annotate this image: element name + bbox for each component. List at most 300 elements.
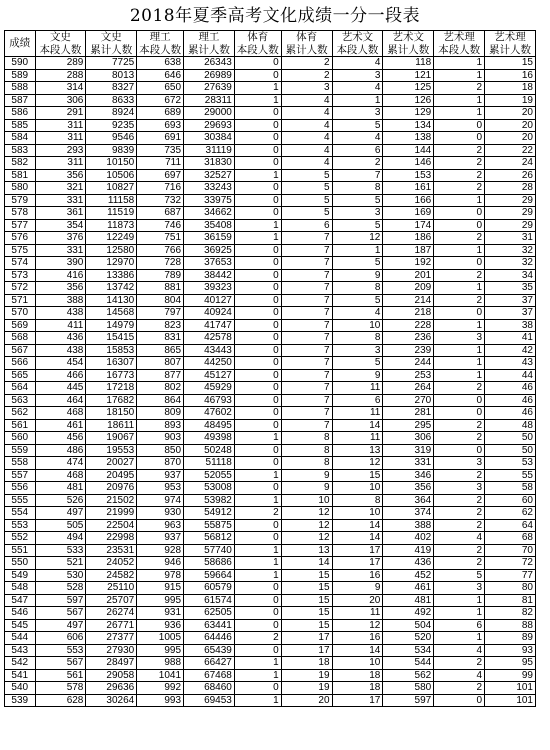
score-cell: 554 [5,507,36,520]
count-cell: 15415 [86,332,137,345]
column-header [184,31,235,57]
table-row [5,369,536,382]
count-cell: 3 [434,582,485,595]
count-cell: 0 [434,307,485,320]
count-cell: 288 [35,69,86,82]
column-header-line1: 文史 [100,31,122,43]
count-cell: 43 [485,357,536,370]
column-header-line1: 文史 [49,31,71,43]
count-cell: 993 [137,694,184,707]
count-cell: 4 [434,532,485,545]
count-cell: 47602 [184,407,235,420]
score-cell: 568 [5,332,36,345]
count-cell: 15 [281,569,332,582]
count-cell: 766 [137,244,184,257]
count-cell: 497 [35,507,86,520]
score-cell: 573 [5,269,36,282]
count-cell: 12 [332,619,383,632]
count-cell: 528 [35,582,86,595]
count-cell: 687 [137,207,184,220]
score-cell: 574 [5,257,36,270]
count-cell: 153 [383,169,434,182]
count-cell: 14 [281,557,332,570]
count-cell: 1 [434,344,485,357]
table-row [5,432,536,445]
count-cell: 121 [383,69,434,82]
count-cell: 20 [485,132,536,145]
count-cell: 21999 [86,507,137,520]
count-cell: 42 [485,344,536,357]
count-cell: 497 [35,619,86,632]
column-header [332,31,383,57]
count-cell: 22998 [86,532,137,545]
count-cell: 732 [137,194,184,207]
count-cell: 7 [281,269,332,282]
count-cell: 34662 [184,207,235,220]
count-cell: 1 [234,232,281,245]
count-cell: 995 [137,594,184,607]
count-cell: 37 [485,294,536,307]
table-row [5,182,536,195]
count-cell: 1 [434,244,485,257]
table-row [5,644,536,657]
count-cell: 61574 [184,594,235,607]
count-cell: 2 [434,657,485,670]
column-header-line1: 体育 [247,31,269,43]
count-cell: 988 [137,657,184,670]
score-cell: 577 [5,219,36,232]
count-cell: 31 [485,232,536,245]
table-row [5,594,536,607]
count-cell: 1 [234,669,281,682]
count-cell: 578 [35,682,86,695]
column-header-line2: 本段人数 [438,43,481,56]
count-cell: 13742 [86,282,137,295]
score-cell: 560 [5,432,36,445]
count-cell: 797 [137,307,184,320]
column-header [137,31,184,57]
column-header-line1: 理工 [149,31,171,43]
table-row [5,632,536,645]
count-cell: 0 [234,482,281,495]
score-cell: 589 [5,69,36,82]
count-cell: 20 [332,594,383,607]
count-cell: 374 [383,507,434,520]
count-cell: 0 [234,407,281,420]
count-cell: 7 [281,344,332,357]
count-cell: 44250 [184,357,235,370]
count-cell: 10150 [86,157,137,170]
column-header [86,31,137,57]
score-cell: 583 [5,144,36,157]
count-cell: 562 [383,669,434,682]
count-cell: 14979 [86,319,137,332]
count-cell: 88 [485,619,536,632]
score-cell: 550 [5,557,36,570]
count-cell: 22 [485,144,536,157]
table-row [5,469,536,482]
count-cell: 1 [234,219,281,232]
count-cell: 1041 [137,669,184,682]
count-cell: 186 [383,232,434,245]
count-cell: 1 [234,544,281,557]
count-cell: 27377 [86,632,137,645]
count-cell: 18611 [86,419,137,432]
count-cell: 7 [281,244,332,257]
count-cell: 735 [137,144,184,157]
count-cell: 4 [434,669,485,682]
count-cell: 5 [281,194,332,207]
count-cell: 18 [332,682,383,695]
count-cell: 264 [383,382,434,395]
count-cell: 20 [281,694,332,707]
count-cell: 0 [234,582,281,595]
count-cell: 1 [234,657,281,670]
count-cell: 19 [485,94,536,107]
count-cell: 64446 [184,632,235,645]
count-cell: 8 [332,182,383,195]
count-cell: 0 [234,344,281,357]
count-cell: 3 [281,82,332,95]
column-header-line1: 理工 [198,31,220,43]
count-cell: 31830 [184,157,235,170]
count-cell: 1 [434,107,485,120]
count-cell: 2 [434,682,485,695]
table-row [5,569,536,582]
table-row [5,419,536,432]
count-cell: 1 [234,94,281,107]
score-cell: 541 [5,669,36,682]
count-cell: 12 [332,232,383,245]
count-cell: 7 [281,319,332,332]
count-cell: 306 [383,432,434,445]
count-cell: 0 [234,357,281,370]
count-cell: 20027 [86,457,137,470]
count-cell: 0 [234,157,281,170]
table-row [5,269,536,282]
count-cell: 697 [137,169,184,182]
count-cell: 1 [434,632,485,645]
count-cell: 50 [485,432,536,445]
count-cell: 17682 [86,394,137,407]
count-cell: 95 [485,657,536,670]
count-cell: 553 [35,644,86,657]
count-cell: 7 [281,382,332,395]
count-cell: 82 [485,607,536,620]
table-row [5,132,536,145]
count-cell: 0 [434,119,485,132]
count-cell: 29 [485,194,536,207]
count-cell: 364 [383,494,434,507]
table-row [5,444,536,457]
score-cell: 547 [5,594,36,607]
count-cell: 63441 [184,619,235,632]
count-cell: 4 [434,644,485,657]
count-cell: 58 [485,482,536,495]
count-cell: 597 [383,694,434,707]
count-cell: 15 [281,607,332,620]
count-cell: 2 [434,232,485,245]
count-cell: 0 [234,194,281,207]
count-cell: 65439 [184,644,235,657]
count-cell: 931 [137,607,184,620]
count-cell: 32 [485,244,536,257]
count-cell: 291 [35,107,86,120]
count-cell: 4 [281,94,332,107]
count-cell: 0 [234,319,281,332]
count-cell: 289 [35,57,86,70]
count-cell: 2 [332,157,383,170]
count-cell: 2 [434,432,485,445]
count-cell: 1 [332,94,383,107]
count-cell: 628 [35,694,86,707]
count-cell: 521 [35,557,86,570]
count-cell: 72 [485,557,536,570]
count-cell: 29693 [184,119,235,132]
count-cell: 1 [332,244,383,257]
table-row [5,107,536,120]
count-cell: 43443 [184,344,235,357]
count-cell: 14 [332,419,383,432]
count-cell: 32527 [184,169,235,182]
count-cell: 192 [383,257,434,270]
count-cell: 2 [434,269,485,282]
column-header-line2: 累计人数 [90,43,133,56]
score-cell: 553 [5,519,36,532]
count-cell: 2 [434,182,485,195]
score-cell: 557 [5,469,36,482]
count-cell: 638 [137,57,184,70]
count-cell: 8 [332,494,383,507]
count-cell: 361 [35,207,86,220]
count-cell: 41 [485,332,536,345]
count-cell: 39323 [184,282,235,295]
count-cell: 29 [485,219,536,232]
count-cell: 331 [35,194,86,207]
count-cell: 689 [137,107,184,120]
count-cell: 13 [332,444,383,457]
count-cell: 1 [434,194,485,207]
count-cell: 0 [234,57,281,70]
count-cell: 11 [332,382,383,395]
count-cell: 0 [234,644,281,657]
count-cell: 29 [485,207,536,220]
count-cell: 1 [434,94,485,107]
count-cell: 281 [383,407,434,420]
count-cell: 0 [434,394,485,407]
count-cell: 481 [383,594,434,607]
count-cell: 5 [281,182,332,195]
count-cell: 23531 [86,544,137,557]
count-cell: 530 [35,569,86,582]
count-cell: 3 [332,344,383,357]
count-cell: 0 [234,244,281,257]
count-cell: 561 [35,669,86,682]
count-cell: 25110 [86,582,137,595]
count-cell: 494 [35,532,86,545]
count-cell: 2 [434,157,485,170]
count-cell: 16 [332,569,383,582]
count-cell: 492 [383,607,434,620]
count-cell: 2 [434,507,485,520]
count-cell: 146 [383,157,434,170]
count-cell: 68 [485,532,536,545]
count-cell: 716 [137,182,184,195]
score-cell: 562 [5,407,36,420]
count-cell: 42578 [184,332,235,345]
table-row [5,382,536,395]
count-cell: 5 [434,569,485,582]
score-cell: 543 [5,644,36,657]
count-cell: 19067 [86,432,137,445]
count-cell: 331 [35,244,86,257]
count-cell: 11873 [86,219,137,232]
count-cell: 2 [434,82,485,95]
count-cell: 44 [485,369,536,382]
count-cell: 452 [383,569,434,582]
count-cell: 12 [281,532,332,545]
count-cell: 438 [35,344,86,357]
count-cell: 20976 [86,482,137,495]
count-cell: 2 [434,169,485,182]
count-cell: 8 [281,444,332,457]
count-cell: 30264 [86,694,137,707]
count-cell: 1 [434,357,485,370]
count-cell: 28 [485,182,536,195]
count-cell: 2 [434,382,485,395]
count-cell: 1 [234,557,281,570]
count-cell: 15 [281,619,332,632]
column-header-line2: 本段人数 [139,43,182,56]
column-header-line2: 累计人数 [489,43,532,56]
count-cell: 129 [383,107,434,120]
count-cell: 526 [35,494,86,507]
score-cell: 563 [5,394,36,407]
count-cell: 12 [332,457,383,470]
count-cell: 354 [35,219,86,232]
table-row [5,282,536,295]
count-cell: 62505 [184,607,235,620]
count-cell: 711 [137,157,184,170]
count-cell: 2 [434,419,485,432]
count-cell: 937 [137,469,184,482]
count-cell: 50248 [184,444,235,457]
count-cell: 995 [137,644,184,657]
count-cell: 10 [332,482,383,495]
count-cell: 807 [137,357,184,370]
table-row [5,344,536,357]
count-cell: 7 [281,282,332,295]
count-cell: 411 [35,319,86,332]
count-cell: 12970 [86,257,137,270]
count-cell: 4 [332,57,383,70]
count-cell: 1 [234,169,281,182]
count-cell: 27639 [184,82,235,95]
count-cell: 6 [281,219,332,232]
count-cell: 0 [234,294,281,307]
count-cell: 15 [332,469,383,482]
count-cell: 1 [234,494,281,507]
count-cell: 9 [332,269,383,282]
table-row [5,82,536,95]
count-cell: 8 [332,282,383,295]
count-cell: 8013 [86,69,137,82]
count-cell: 606 [35,632,86,645]
count-cell: 6 [434,619,485,632]
table-row [5,669,536,682]
table-row [5,582,536,595]
count-cell: 5 [332,119,383,132]
count-cell: 870 [137,457,184,470]
count-cell: 35408 [184,219,235,232]
table-row [5,457,536,470]
count-cell: 544 [383,657,434,670]
table-row [5,357,536,370]
count-cell: 580 [383,682,434,695]
count-cell: 0 [234,394,281,407]
count-cell: 14568 [86,307,137,320]
column-header-line1: 体育 [296,31,318,43]
count-cell: 672 [137,94,184,107]
count-cell: 9 [332,369,383,382]
count-cell: 7 [281,232,332,245]
count-cell: 17218 [86,382,137,395]
score-cell: 579 [5,194,36,207]
count-cell: 0 [234,332,281,345]
count-cell: 10 [281,494,332,507]
column-header-line1: 成绩 [9,37,31,50]
count-cell: 5 [332,194,383,207]
count-cell: 5 [332,257,383,270]
count-cell: 24582 [86,569,137,582]
count-cell: 7 [281,419,332,432]
count-cell: 53982 [184,494,235,507]
count-cell: 29000 [184,107,235,120]
count-cell: 16 [485,69,536,82]
table-row [5,169,536,182]
score-distribution-table [4,30,536,707]
count-cell: 456 [35,432,86,445]
count-cell: 0 [234,69,281,82]
count-cell: 53008 [184,482,235,495]
count-cell: 37653 [184,257,235,270]
column-header-line2: 本段人数 [336,43,379,56]
count-cell: 930 [137,507,184,520]
count-cell: 0 [234,619,281,632]
count-cell: 893 [137,419,184,432]
count-cell: 40127 [184,294,235,307]
count-cell: 646 [137,69,184,82]
score-cell: 551 [5,544,36,557]
score-cell: 546 [5,607,36,620]
table-row [5,232,536,245]
count-cell: 46 [485,394,536,407]
score-cell: 580 [5,182,36,195]
count-cell: 2 [434,469,485,482]
column-header-line2: 本段人数 [39,43,82,56]
count-cell: 1005 [137,632,184,645]
count-cell: 38442 [184,269,235,282]
count-cell: 650 [137,82,184,95]
count-cell: 3 [434,457,485,470]
count-cell: 831 [137,332,184,345]
count-cell: 1 [434,282,485,295]
count-cell: 0 [234,532,281,545]
score-cell: 565 [5,369,36,382]
count-cell: 436 [383,557,434,570]
score-cell: 556 [5,482,36,495]
count-cell: 5 [332,294,383,307]
